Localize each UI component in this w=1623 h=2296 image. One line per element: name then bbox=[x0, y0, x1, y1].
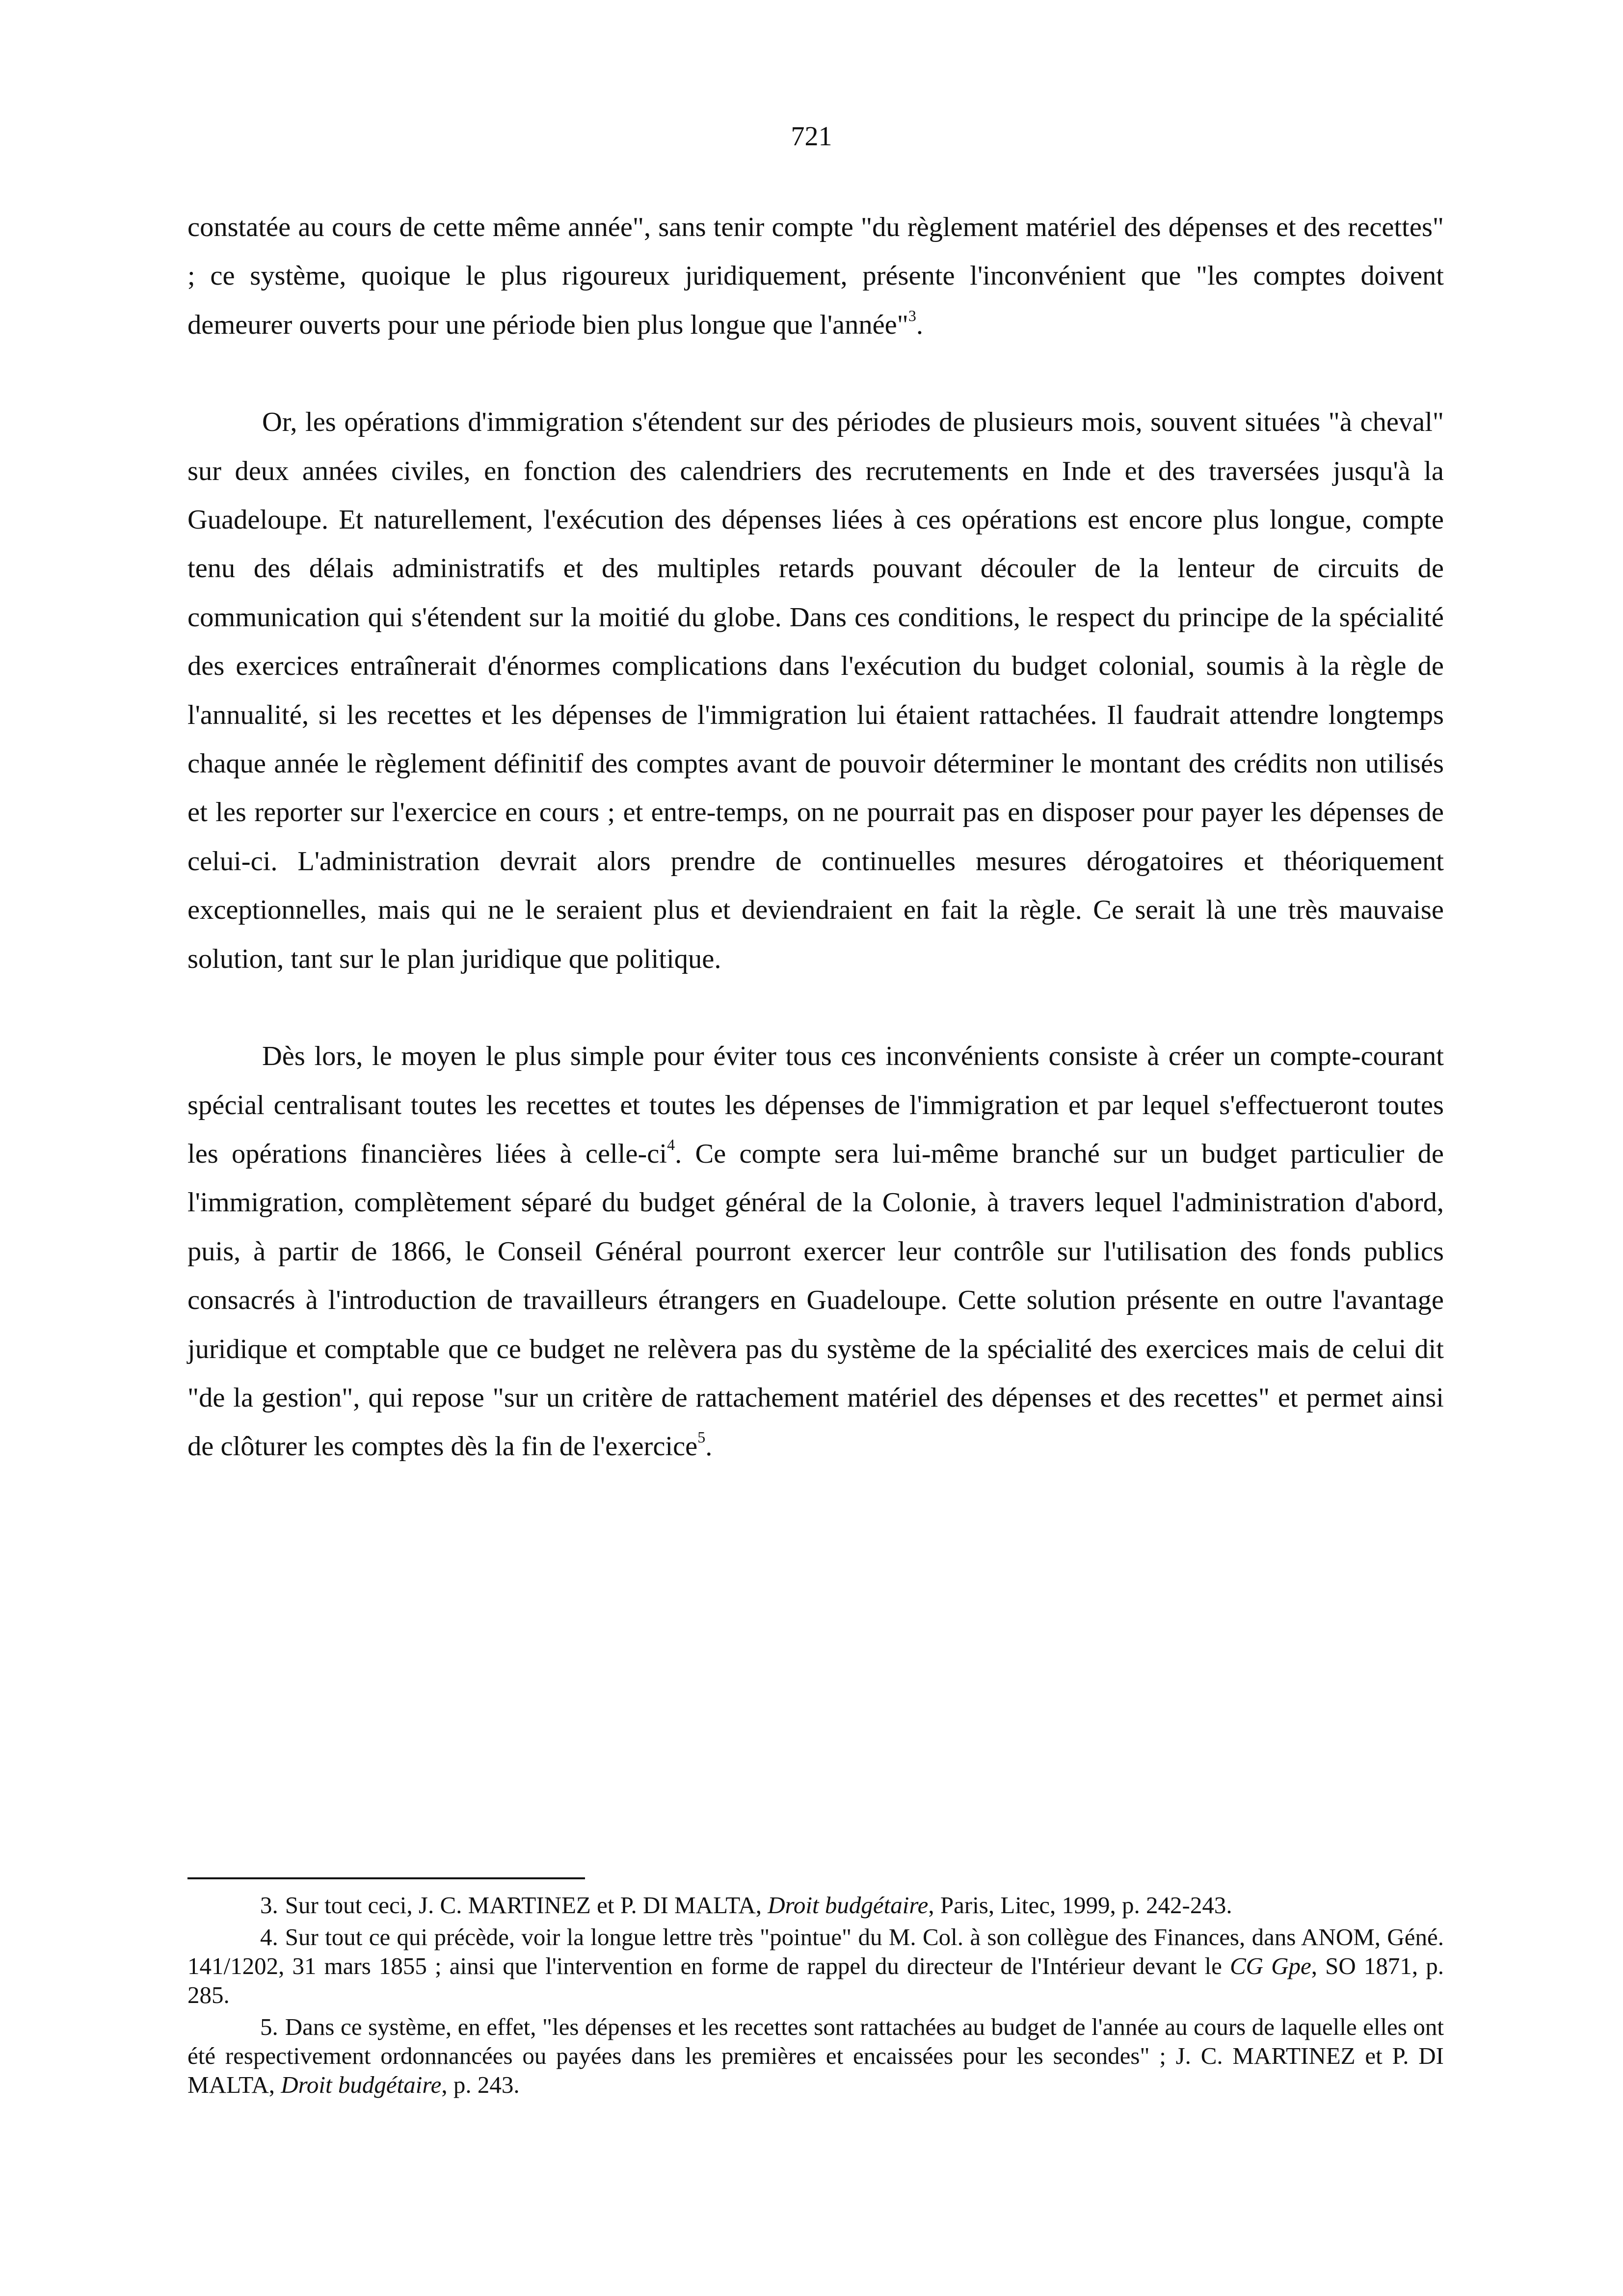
paragraph-1 bbox=[187, 203, 1444, 349]
footnote-text: Dans ce système, en effet, "les dépenses et les recettes sont rattachées au budget de l'année au cours de laquelle elles ont été respectivement ordonnancées ou payées dans les premières et encaissées pour les secondes" ; J. C. MARTINEZ et P. DI MALTA, bbox=[187, 2013, 1444, 2098]
footnote-number: 3. bbox=[260, 1892, 278, 1919]
footnote-3 bbox=[187, 1891, 1444, 1920]
footnote-text: Sur tout ce qui précède, voir la longue lettre très "pointue" du M. Col. à son collègue des Finances, dans ANOM, Géné. 141/1202, 31 mars 1855 ; ainsi que l'intervention en forme de rappel du directeur de l'Intérieur devant le bbox=[187, 1923, 1444, 1979]
paragraph-2 bbox=[187, 398, 1444, 984]
footnote-text: Sur tout ceci, J. C. MARTINEZ et P. DI MALTA, bbox=[285, 1892, 768, 1919]
paragraph-3-end: . bbox=[705, 1431, 713, 1462]
paragraph-2-text: Or, les opérations d'immigration s'étendent sur des périodes de plusieurs mois, souvent situées "à cheval" sur deux années civiles, en fonction des calendriers des recrutements en Inde et des traversées jusqu'à la Guadeloupe. Et naturellement, l'exécution des dépenses liées à ces opérations est encore plus longue, compte tenu des délais administratifs et des multiples retards pouvant découler de la lenteur de circuits de communication qui s'étendent sur la moitié du globe. Dans ces conditions, le respect du principe de la spécialité des exercices entraînerait d'énormes complications dans l'exécution du budget colonial, soumis à la règle de l'annualité, si les recettes et les dépenses de l'immigration lui étaient rattachées. Il faudrait attendre longtemps chaque année le règlement définitif des comptes avant de pouvoir déterminer le montant des crédits non utilisés et les reporter sur l'exercice en cours ; et entre-temps, on ne pourrait pas en disposer pour payer les dépenses de celui-ci. L'administration devrait alors prendre de continuelles mesures dérogatoires et théoriquement exceptionnelles, mais qui ne le seraient plus et deviendraient en fait la règle. Ce serait là une très mauvaise solution, tant sur le plan juridique que politique. bbox=[187, 407, 1444, 974]
paragraph-1-text: constatée au cours de cette même année", sans tenir compte "du règlement matériel des dépenses et des recettes" ; ce système, quoique le plus rigoureux juridiquement, présente l'inconvénient que "les comptes doivent demeurer ouverts pour une période bien plus longue que l'année" bbox=[187, 212, 1444, 340]
footnote-text: , Paris, Litec, 1999, p. 242-243. bbox=[928, 1892, 1232, 1919]
footnote-ref-4: 4 bbox=[667, 1135, 675, 1153]
footnote-number: 4. bbox=[260, 1923, 278, 1950]
paragraph-1-end: . bbox=[916, 309, 923, 340]
footnote-title: Droit budgétaire bbox=[768, 1892, 929, 1919]
paragraph-3-middle: . Ce compte sera lui-même branché sur un budget particulier de l'immigration, complètement séparé du budget général de la Colonie, à travers lequel l'administration d'abord, puis, à partir de 1866, le Conseil Général pourront exercer leur contrôle sur l'utilisation des fonds publics consacrés à l'introduction de travailleurs étrangers en Guadeloupe. Cette solution présente en outre l'avantage juridique et comptable que ce budget ne relèvera pas du système de la spécialité des exercices mais de celui dit "de la gestion", qui repose "sur un critère de rattachement matériel des dépenses et des recettes" et permet ainsi de clôturer les comptes dès la fin de l'exercice bbox=[187, 1138, 1444, 1462]
footnote-5 bbox=[187, 2012, 1444, 2099]
footnote-title: CG Gpe bbox=[1229, 1952, 1311, 1979]
paragraph-3-text: Dès lors, le moyen le plus simple pour éviter tous ces inconvénients consiste à créer un compte-courant spécial centralisant toutes les recettes et toutes les dépenses de l'immigration et par lequel s'effectueront toutes les opérations financières liées à celle-ci bbox=[187, 1041, 1444, 1169]
footnote-text: , p. 243. bbox=[441, 2071, 520, 2098]
body-text bbox=[187, 203, 1444, 1471]
footnotes bbox=[187, 1891, 1444, 2102]
page-number: 721 bbox=[791, 121, 832, 152]
footnote-ref-5: 5 bbox=[697, 1428, 706, 1446]
paragraph-3 bbox=[187, 1032, 1444, 1471]
footnote-4 bbox=[187, 1922, 1444, 2009]
footnote-number: 5. bbox=[260, 2013, 278, 2040]
footnote-ref-3: 3 bbox=[908, 306, 916, 324]
footnote-title: Droit budgétaire bbox=[281, 2071, 442, 2098]
footnote-text: , SO 1871, p. 285. bbox=[187, 1952, 1444, 2008]
footnote-separator bbox=[187, 1877, 585, 1879]
